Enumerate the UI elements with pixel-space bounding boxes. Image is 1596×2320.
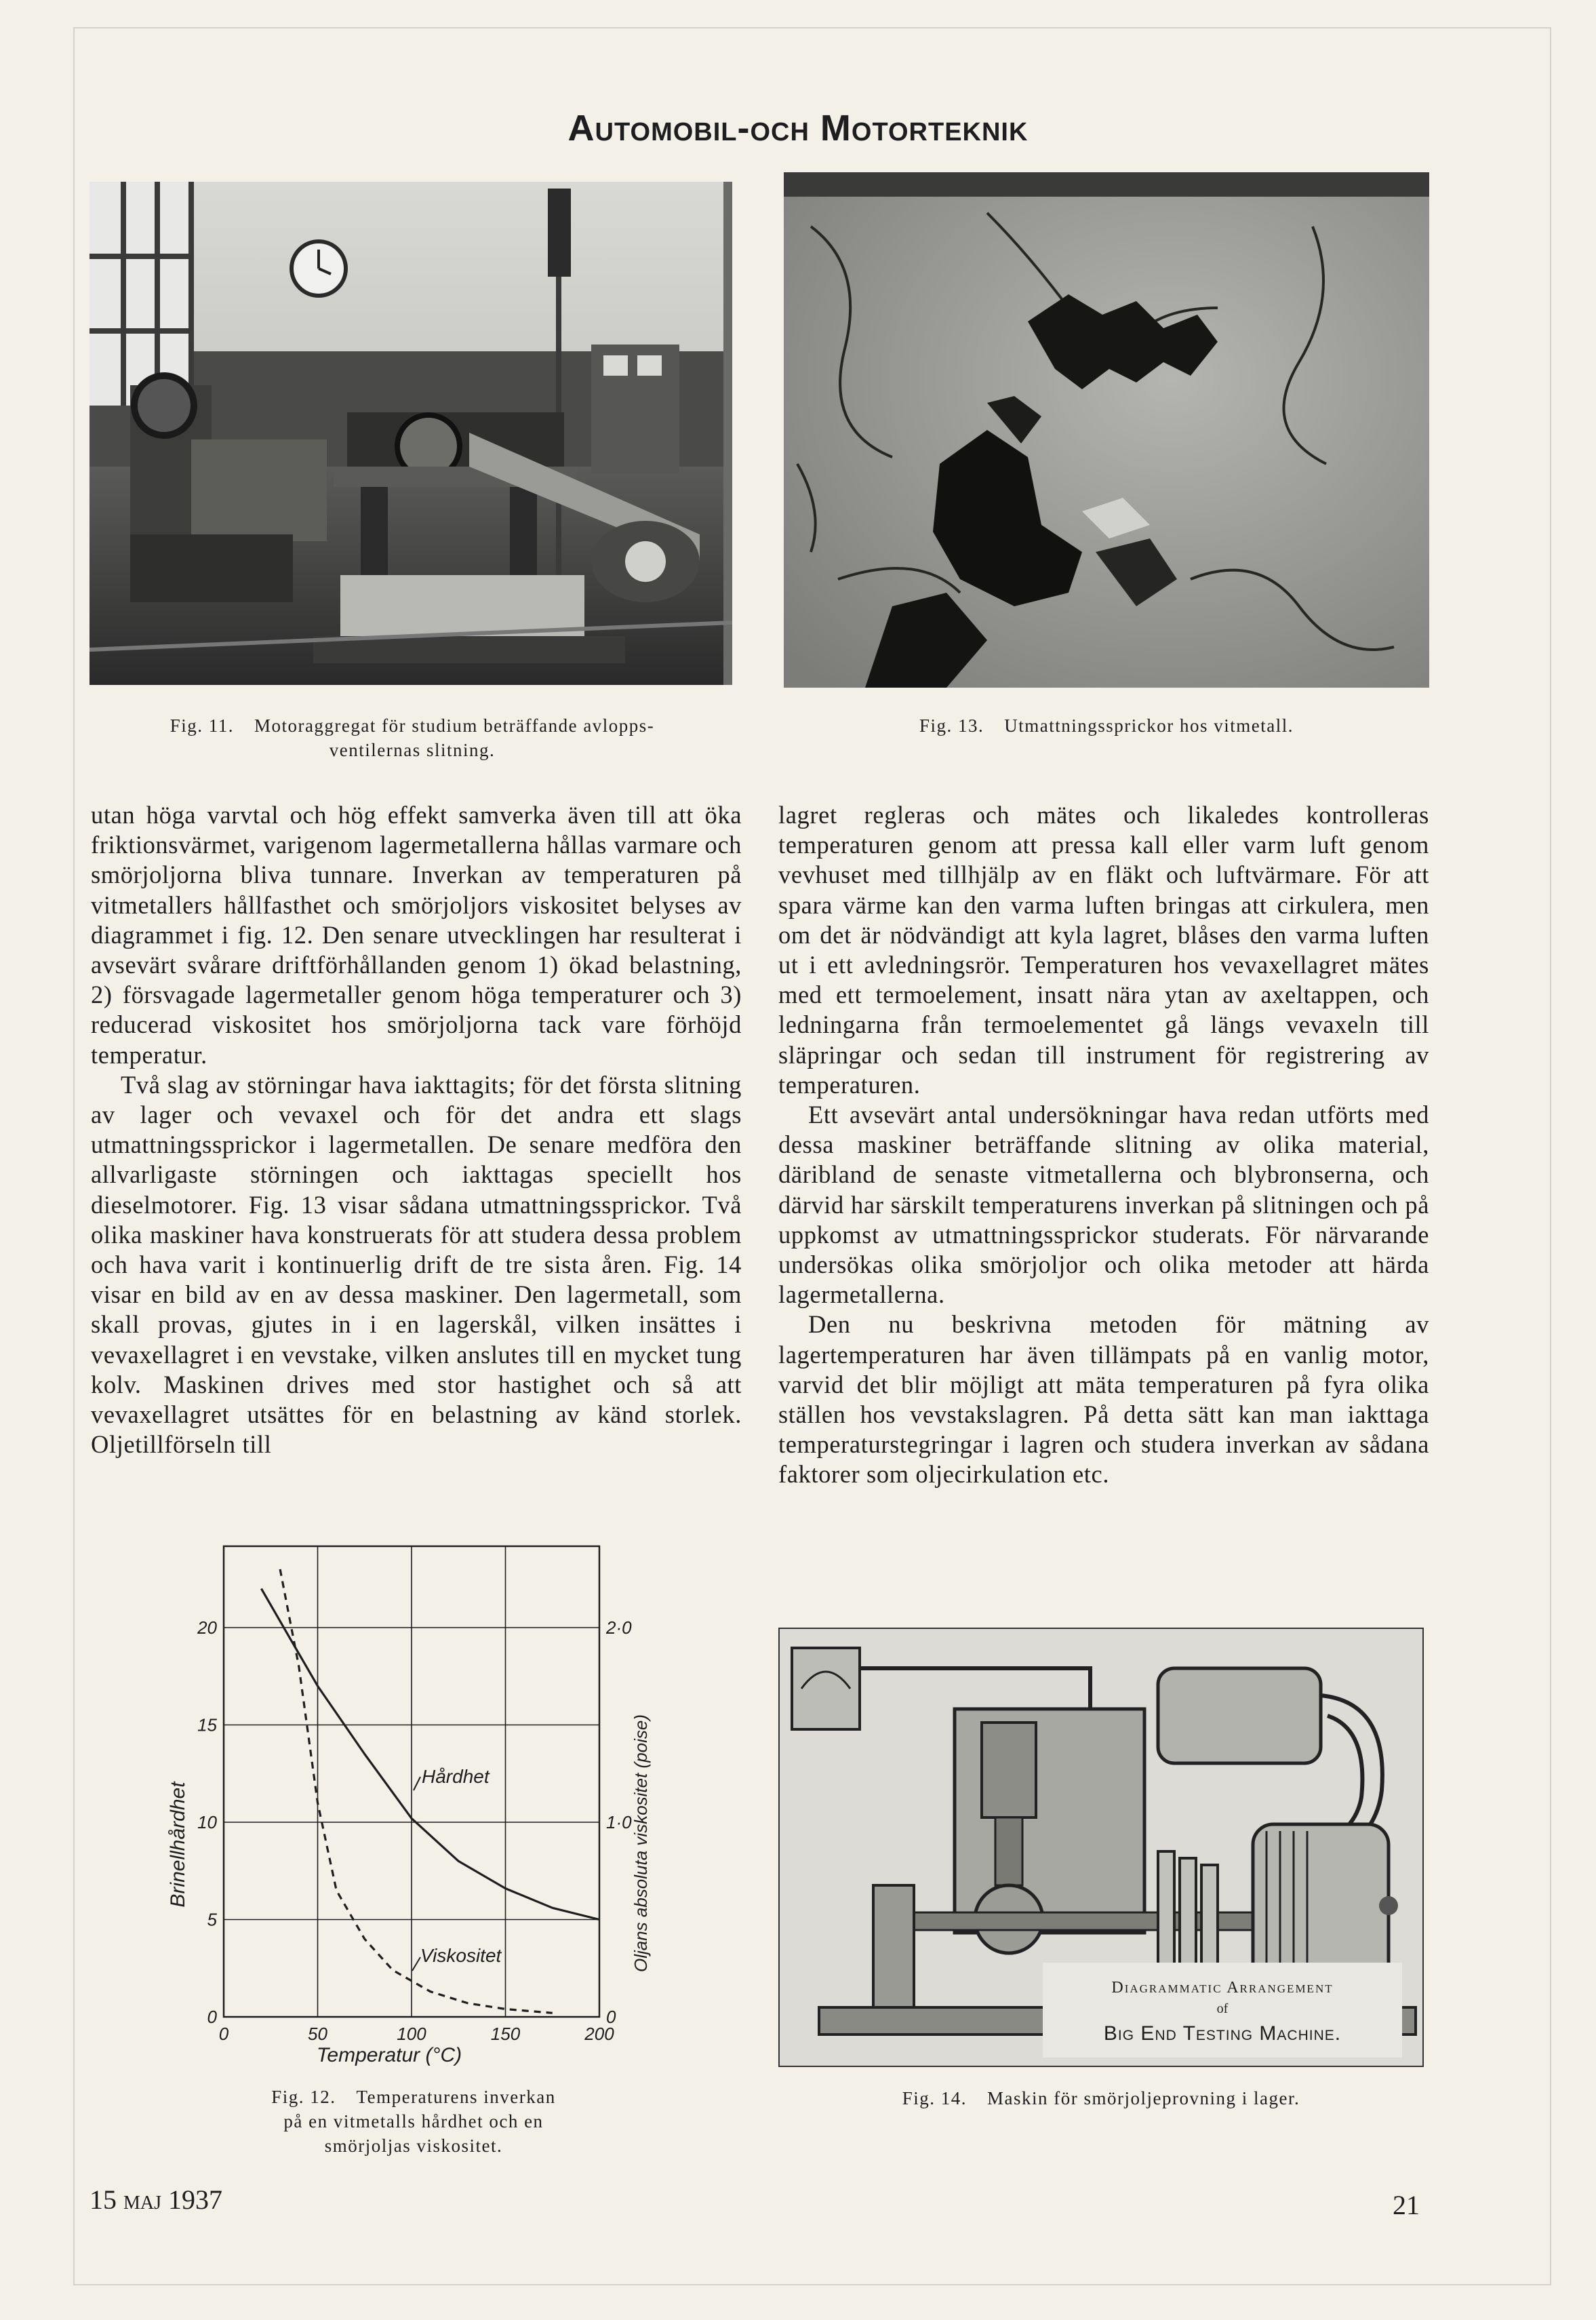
x-axis-label: Temperatur (°C): [316, 2044, 462, 2066]
chart-ticks: [197, 1617, 632, 2044]
y-right-tick-label: 2·0: [606, 1617, 632, 1638]
body-left-column: [91, 800, 742, 1459]
fig14-caption-text: Maskin för smörjoljeprovning i lager.: [987, 2088, 1300, 2108]
y-left-tick-label: 15: [197, 1714, 217, 1735]
fig14-diagram: [778, 1628, 1424, 2067]
fig12-caption-line2: på en vitmetalls hårdhet och en: [283, 2111, 544, 2131]
series-label-hardhet-leader: [414, 1777, 420, 1790]
fig13-caption: [784, 713, 1429, 738]
x-tick-label: 200: [584, 2024, 614, 2044]
fig12-caption: [210, 2085, 617, 2158]
y-left-tick-label: 20: [197, 1617, 217, 1638]
fig13-number: Fig. 13.: [919, 715, 984, 736]
fig14-inset-line1: Diagrammatic Arrangement: [1111, 1979, 1334, 1997]
x-tick-label: 50: [308, 2024, 327, 2044]
series-line-viskositet: [280, 1569, 553, 2013]
fig12-caption-line3: smörjoljas viskositet.: [324, 2136, 503, 2156]
y-left-tick-label: 0: [207, 2007, 217, 2027]
y-right-tick-label: 1·0: [606, 1812, 632, 1832]
x-tick-label: 150: [490, 2024, 521, 2044]
y-axis-label-left: Brinellhårdhet: [167, 1782, 189, 1908]
body-left-paragraph-2: Två slag av störningar hava iakttagits; för det första slitning av lager och vevaxel och för det andra ett slags utmattningssprickor i lagermetallen. De senare medföra den allvarligaste störningen och iakttagas speciellt hos dieselmotorer. Fig. 13 visar sådana utmattningssprickor. Två olika maskiner hava konstruerats för att studera dessa problem och hava varit i kontinuerlig drift de tre sista åren. Fig. 14 visar en bild av en av dessa maskiner. Den lagermetall, som skall provas, gjutes in i en lagerskål, vilken insättes i vevaxellagret i en vevstake, vilken anslutes till en mycket tung kolv. Maskinen drives med stor hastighet och så att vevaxellagret utsättes för en belastning av känd storlek. Oljetillförseln till: [91, 1070, 742, 1459]
fig11-caption-line1: Motoraggregat för studium beträffande avlopps-: [254, 715, 655, 736]
footer-date: 15 maj 1937: [89, 2184, 223, 2215]
fig12-number: Fig. 12.: [271, 2087, 336, 2107]
page-title: Automobil-och Motorteknik: [567, 108, 1029, 149]
page-number: 21: [1393, 2190, 1420, 2220]
series-label-viskositet: Viskositet: [420, 1945, 502, 1966]
fig14-caption: [778, 2086, 1424, 2110]
fig13-caption-text: Utmattningssprickor hos vitmetall.: [1004, 715, 1294, 736]
body-right-paragraph-1: lagret regleras och mätes och likaledes kontrolleras temperaturen genom att pressa kall eller varm luft genom vevhuset med tillhjälp av en fläkt och luftvärmare. För att spara värme kan den varma luften bringas att cirkulera, men om det är nödvändigt att kyla lagret, blåses den varma luften ut i ett avledningsrör. Temperaturen hos vevaxellagret mätes med ett termoelement, insatt nära ytan av axeltappen, och ledningarna från termoelementet gå längs vevaxeln till släpringar och sedan till instrument för registrering av temperaturen.: [778, 801, 1429, 1099]
body-right-column: [778, 800, 1429, 1490]
fig12-caption-line1: Temperaturens inverkan: [356, 2087, 556, 2107]
x-tick-label: 0: [218, 2024, 229, 2044]
y-right-tick-label: 0: [606, 2007, 616, 2027]
body-left-paragraph-1: utan höga varvtal och hög effekt samverka även till att öka friktionsvärmet, varigenom lagermetallerna hållas varmare och smörjoljorna bliva tunnare. Inverkan av temperaturen på vitmetallers hållfasthet och smörjoljors viskositet belyses av diagrammet i fig. 12. Den senare utvecklingen har resulterat i avsevärt svårare driftförhållanden genom 1) ökad belastning, 2) försvagade lagermetaller genom höga temperaturer och 3) reducerad viskositet hos smörjoljorna tack vare förhöjd temperatur.: [91, 801, 742, 1069]
fig11-caption-line2: ventilernas slitning.: [329, 740, 496, 760]
fig14-number: Fig. 14.: [902, 2088, 967, 2108]
fig14-inset-line2: of: [1216, 2001, 1229, 2016]
fig14-inset-line3: Big End Testing Machine.: [1103, 2022, 1342, 2045]
series-label-viskositet-leader: [412, 1957, 420, 1971]
body-right-paragraph-3: Den nu beskrivna metoden för mätning av lagertemperaturen har även tillämpats på en vanlig motor, varvid det blir möjligt att mäta temperaturen på fyra olika ställen hos vevstakslagren. På detta sätt kan man iakttaga temperaturstegringar i lagren och studera inverkan av sådana faktorer som oljecirkulation etc.: [778, 1310, 1429, 1489]
series-label-hardhet: Hårdhet: [422, 1766, 490, 1787]
fig12-chart: [122, 1519, 732, 2102]
y-left-tick-label: 5: [207, 1909, 217, 1930]
fig11-number: Fig. 11.: [169, 715, 234, 736]
chart-grid: [224, 1546, 599, 2017]
y-axis-label-right: Oljans absoluta viskositet (poise): [631, 1714, 651, 1973]
fig11-photo: [89, 182, 732, 685]
x-tick-label: 100: [397, 2024, 426, 2044]
body-right-paragraph-2: Ett avsevärt antal undersökningar hava redan utförts med dessa maskiner beträffande slitning av olika material, däribland de senaste vitmetallerna och blybronserna, och därvid har särskilt temperaturens inverkan på slitningen och på uppkomst av utmattningssprickor studerats. För närvarande undersökas olika smörjoljor och olika metoder att härda lagermetallerna.: [778, 1101, 1429, 1309]
fig11-caption: [87, 713, 738, 762]
fig13-photo: [784, 172, 1429, 688]
y-left-tick-label: 10: [197, 1812, 217, 1832]
